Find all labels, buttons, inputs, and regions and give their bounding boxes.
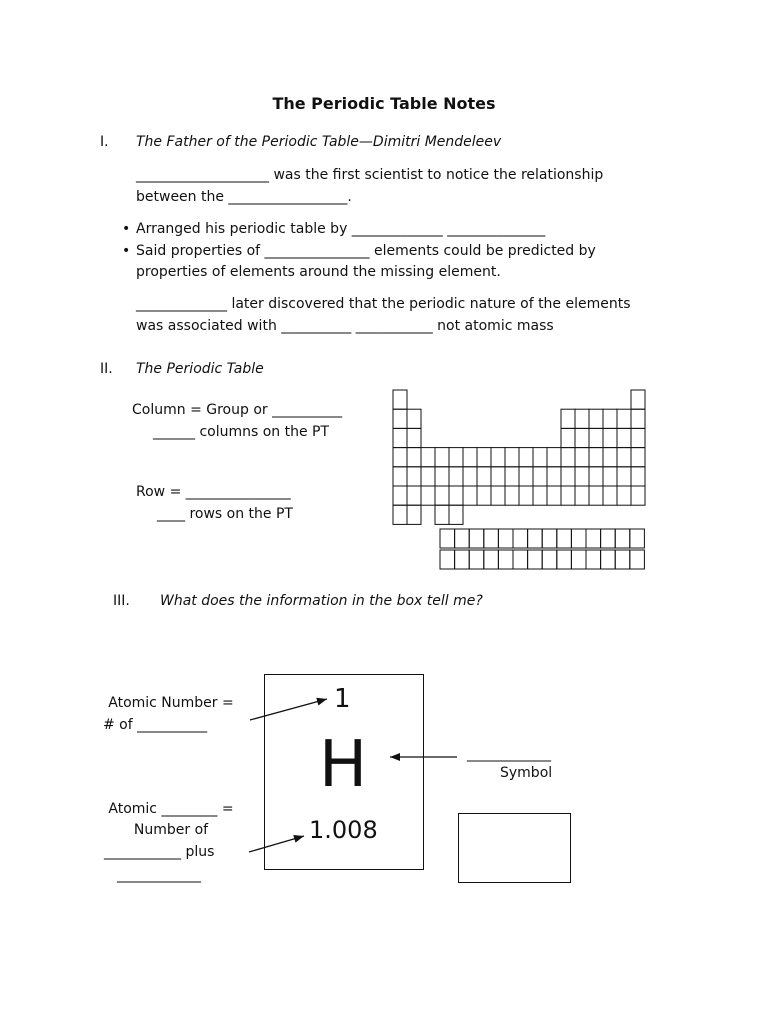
pt-cell: [533, 448, 547, 467]
symbol-blank: ____________: [467, 746, 551, 762]
page-title: The Periodic Table Notes: [272, 94, 496, 113]
pt-cell: [393, 486, 407, 505]
empty-answer-box: [458, 813, 571, 883]
pt-cell: [407, 448, 421, 467]
pt-cell: [407, 486, 421, 505]
pt-f-block-cell: [484, 529, 499, 548]
section-1-line-1: ___________________ was the first scientist to notice the relationship: [136, 167, 604, 183]
pt-cell: [491, 448, 505, 467]
pt-cell: [407, 428, 421, 447]
pt-cell: [463, 467, 477, 486]
pt-cell: [603, 448, 617, 467]
pt-cell: [617, 448, 631, 467]
bullet-2-marker: •: [122, 243, 131, 259]
pt-cell: [589, 409, 603, 428]
pt-cell: [477, 467, 491, 486]
pt-cell: [393, 390, 407, 409]
pt-f-block-cell: [601, 550, 616, 569]
section-1-para-2: was associated with __________ ___________ not atomic mass: [136, 318, 554, 334]
pt-cell: [533, 486, 547, 505]
row-definition: Row = _______________: [136, 484, 291, 500]
pt-f-block-cell: [455, 550, 470, 569]
bullet-2-text-cont: properties of elements around the missing element.: [136, 264, 501, 280]
pt-cell: [561, 409, 575, 428]
pt-cell: [393, 505, 407, 524]
pt-f-block-cell: [542, 529, 557, 548]
pt-cell: [421, 486, 435, 505]
section-1-heading: The Father of the Periodic Table—Dimitri Mendeleev: [136, 134, 502, 150]
section-1-para-1: _____________ later discovered that the periodic nature of the elements: [136, 296, 631, 312]
pt-cell: [393, 467, 407, 486]
pt-cell: [505, 486, 519, 505]
atomic-mass-blank: ____________: [117, 867, 201, 883]
pt-cell: [463, 448, 477, 467]
pt-cell: [519, 448, 533, 467]
pt-f-block-cell: [528, 550, 543, 569]
pt-f-block-cell: [615, 550, 630, 569]
section-3-heading: What does the information in the box tell me?: [160, 593, 483, 609]
pt-cell: [575, 467, 589, 486]
pt-cell: [477, 448, 491, 467]
pt-cell: [407, 467, 421, 486]
pt-cell: [491, 486, 505, 505]
pt-cell: [631, 390, 645, 409]
pt-f-block-cell: [601, 529, 616, 548]
pt-cell: [547, 486, 561, 505]
pt-cell: [603, 409, 617, 428]
pt-cell: [603, 467, 617, 486]
element-symbol: H: [319, 728, 368, 802]
pt-cell: [589, 428, 603, 447]
pt-cell: [603, 428, 617, 447]
atomic-number-blank: # of __________: [103, 717, 208, 733]
pt-f-block-cell: [513, 550, 528, 569]
column-definition: Column = Group or __________: [132, 402, 343, 418]
pt-f-block-cell: [469, 529, 484, 548]
pt-cell: [617, 428, 631, 447]
pt-cell: [617, 409, 631, 428]
pt-cell: [435, 505, 449, 524]
pt-cell: [589, 448, 603, 467]
column-count: ______ columns on the PT: [153, 424, 330, 440]
section-2-numeral: II.: [100, 361, 113, 377]
pt-cell: [505, 467, 519, 486]
pt-f-block-cell: [571, 529, 586, 548]
pt-cell: [631, 467, 645, 486]
pt-cell: [421, 467, 435, 486]
pt-f-block-cell: [571, 550, 586, 569]
pt-f-block-cell: [630, 550, 645, 569]
pt-cell: [589, 486, 603, 505]
pt-cell: [561, 486, 575, 505]
pt-f-block-cell: [557, 550, 572, 569]
pt-cell: [617, 486, 631, 505]
pt-f-block-cell: [498, 529, 513, 548]
section-2-heading: The Periodic Table: [136, 361, 264, 377]
pt-f-block-cell: [513, 529, 528, 548]
atomic-mass-plus: ___________ plus: [104, 844, 215, 860]
pt-cell: [575, 409, 589, 428]
pt-cell: [519, 467, 533, 486]
pt-f-block-cell: [498, 550, 513, 569]
pt-cell: [407, 409, 421, 428]
bullet-1-text: Arranged his periodic table by _____________ ______________: [136, 221, 546, 237]
pt-cell: [575, 486, 589, 505]
element-atomic-mass: 1.008: [309, 816, 378, 844]
row-count: ____ rows on the PT: [157, 506, 293, 522]
pt-cell: [631, 486, 645, 505]
pt-cell: [491, 467, 505, 486]
element-atomic-number: 1: [334, 684, 351, 714]
bullet-1-marker: •: [122, 221, 131, 237]
pt-cell: [547, 448, 561, 467]
atomic-mass-label: Atomic ________ =: [108, 801, 234, 817]
pt-f-block-cell: [528, 529, 543, 548]
pt-cell: [505, 448, 519, 467]
pt-cell: [631, 409, 645, 428]
pt-cell: [631, 448, 645, 467]
pt-cell: [449, 448, 463, 467]
pt-cell: [589, 467, 603, 486]
pt-f-block-cell: [557, 529, 572, 548]
pt-f-block-cell: [542, 550, 557, 569]
atomic-number-label: Atomic Number =: [108, 695, 234, 711]
pt-cell: [393, 448, 407, 467]
pt-cell: [561, 467, 575, 486]
pt-f-block-cell: [586, 550, 601, 569]
pt-cell: [477, 486, 491, 505]
pt-cell: [449, 467, 463, 486]
pt-cell: [561, 428, 575, 447]
pt-cell: [393, 409, 407, 428]
pt-f-block-cell: [469, 550, 484, 569]
pt-cell: [631, 428, 645, 447]
section-1-line-2: between the _________________.: [136, 189, 352, 205]
bullet-2-text: Said properties of _______________ elements could be predicted by: [136, 243, 596, 259]
pt-cell: [421, 448, 435, 467]
section-3-numeral: III.: [113, 593, 130, 609]
pt-cell: [393, 428, 407, 447]
pt-f-block-cell: [586, 529, 601, 548]
pt-cell: [449, 486, 463, 505]
pt-f-block-cell: [440, 550, 455, 569]
pt-cell: [547, 467, 561, 486]
pt-cell: [435, 486, 449, 505]
pt-cell: [603, 486, 617, 505]
symbol-label: Symbol: [500, 765, 553, 781]
pt-cell: [449, 505, 463, 524]
pt-cell: [575, 448, 589, 467]
pt-cell: [463, 486, 477, 505]
section-1-numeral: I.: [100, 134, 109, 150]
pt-cell: [561, 448, 575, 467]
pt-cell: [519, 486, 533, 505]
pt-cell: [435, 448, 449, 467]
atomic-mass-number-of: Number of: [133, 822, 209, 838]
pt-cell: [575, 428, 589, 447]
pt-cell: [435, 467, 449, 486]
pt-cell: [617, 467, 631, 486]
pt-cell: [407, 505, 421, 524]
pt-f-block-cell: [484, 550, 499, 569]
pt-f-block-cell: [630, 529, 645, 548]
pt-f-block-cell: [455, 529, 470, 548]
pt-cell: [533, 467, 547, 486]
pt-f-block-cell: [615, 529, 630, 548]
pt-f-block-cell: [440, 529, 455, 548]
